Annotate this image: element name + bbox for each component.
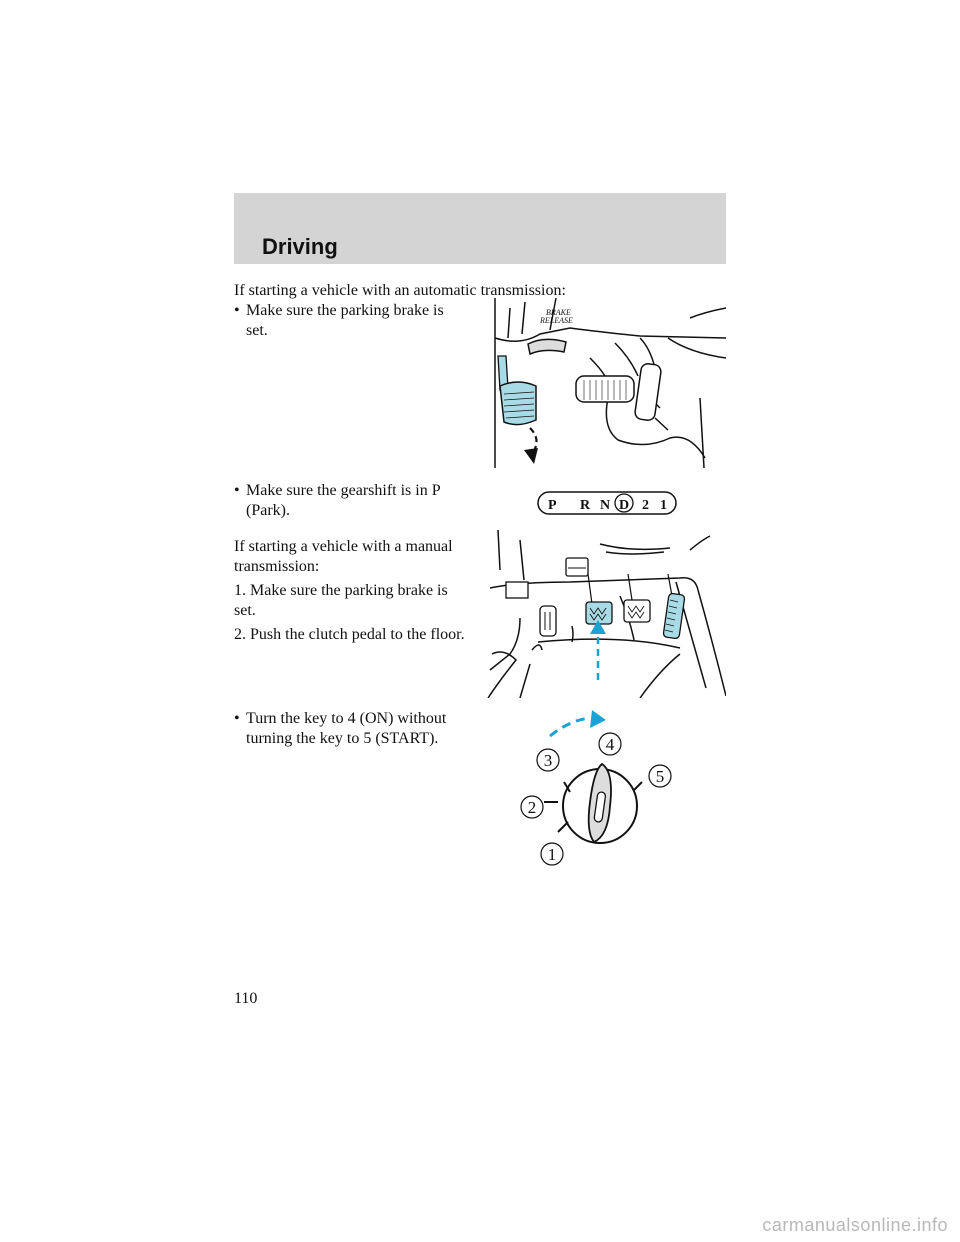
bullet-parking-brake-line1: Make sure the parking brake is (246, 302, 444, 319)
brake-release-label: RELEASE (540, 316, 573, 325)
gear-1: 1 (660, 498, 667, 513)
bullet-gearshift-line2: (Park). (246, 502, 290, 519)
gear-selector-illustration (536, 490, 680, 516)
gear-r: R (580, 498, 591, 513)
parking-brake-illustration (490, 298, 726, 470)
step1-line1: 1. Make sure the parking brake is (234, 582, 448, 599)
intro-manual-line1: If starting a vehicle with a manual (234, 538, 453, 555)
ignition-switch-illustration (510, 706, 680, 870)
bullet-gearshift-line1: Make sure the gearshift is in P (246, 482, 441, 499)
ignition-position-2: 2 (527, 798, 537, 817)
bullet-key-line1: Turn the key to 4 (ON) without (246, 710, 447, 727)
bullet-parking-brake-line2: set. (246, 322, 268, 339)
step1-line2: set. (234, 602, 256, 619)
gear-p: P (548, 498, 557, 513)
ignition-position-4: 4 (605, 735, 615, 754)
ignition-position-3: 3 (543, 751, 553, 770)
page-number: 110 (234, 990, 258, 1007)
gear-d: D (619, 498, 630, 513)
bullet-marker: • (234, 710, 240, 727)
gear-n: N (600, 498, 611, 513)
ignition-position-1: 1 (547, 845, 557, 864)
bullet-marker: • (234, 482, 240, 499)
watermark: carmanualsonline.info (762, 1215, 948, 1235)
manual-pedals-illustration (480, 530, 726, 698)
bullet-marker: • (234, 302, 240, 319)
intro-automatic: If starting a vehicle with an automatic transmission: (234, 282, 566, 299)
gear-2: 2 (642, 498, 649, 513)
brake-release-label: BRAKE (546, 308, 571, 317)
intro-manual-line2: transmission: (234, 558, 320, 575)
bullet-key-line2: turning the key to 5 (START). (246, 730, 439, 747)
ignition-position-5: 5 (655, 767, 665, 786)
section-title: Driving (262, 234, 338, 259)
step2: 2. Push the clutch pedal to the floor. (234, 626, 465, 643)
